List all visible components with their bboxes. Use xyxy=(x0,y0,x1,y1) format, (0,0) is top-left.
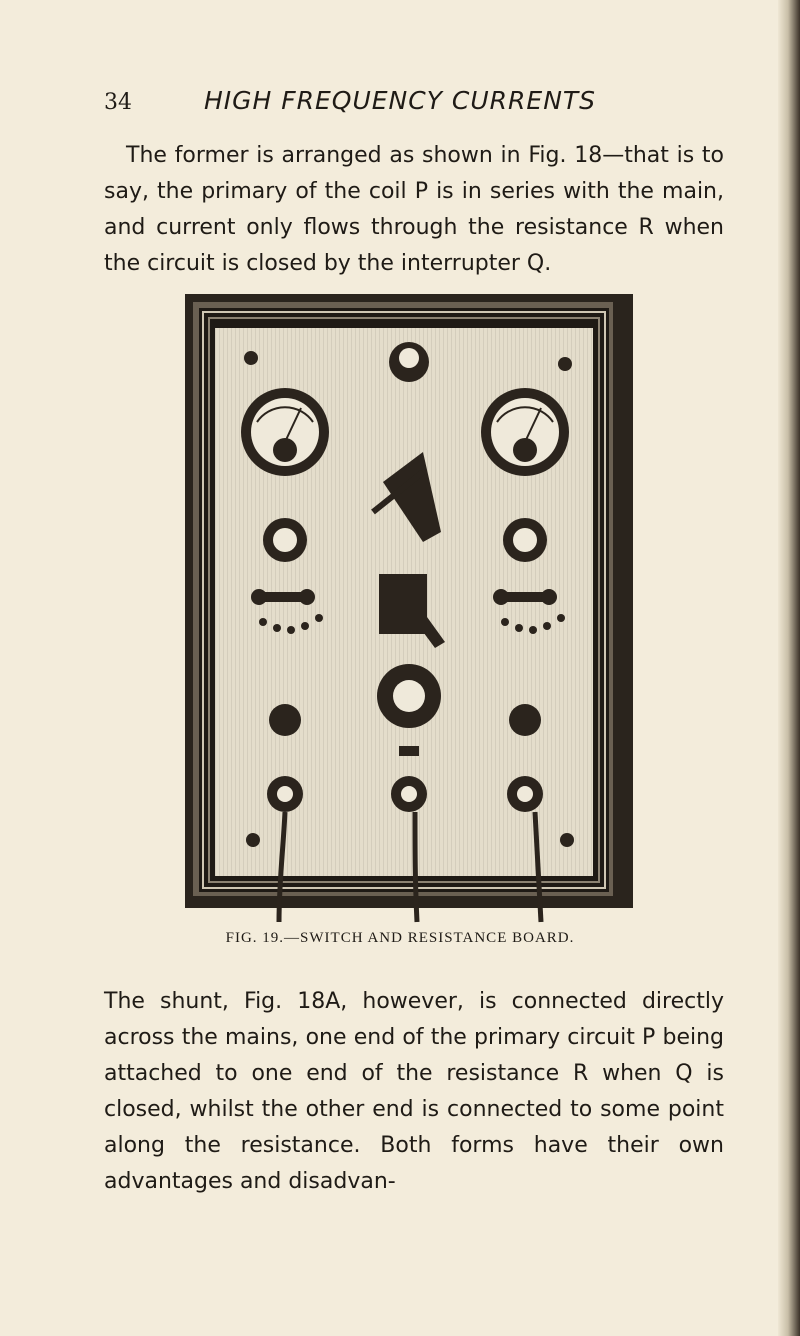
body-paragraph-2: The shunt, Fig. 18A, however, is connected directly across the mains, one end of the primary circuit P being attached to one end of the resistance R when Q is closed, whilst the other end is connected to some point along the resistance. Both forms have their own advantages and disadvan- xyxy=(104,989,724,1194)
ammeter-icon xyxy=(241,388,329,476)
body-paragraph-1: The former is arranged as shown in Fig. 18—that is to say, the primary of the coil P is in series with the main, and current only flows through the resistance R when the circuit is closed by the interrupter Q. xyxy=(104,143,724,276)
voltmeter-icon xyxy=(481,388,569,476)
page-number: 34 xyxy=(104,90,132,115)
page-edge-shadow xyxy=(778,0,800,1336)
running-head: HIGH FREQUENCY CURRENTS xyxy=(203,86,597,115)
page-header xyxy=(0,86,800,116)
figure-caption: FIG. 19.—SWITCH AND RESISTANCE BOARD. xyxy=(225,930,575,946)
figure-switchboard-illustration xyxy=(183,292,635,924)
